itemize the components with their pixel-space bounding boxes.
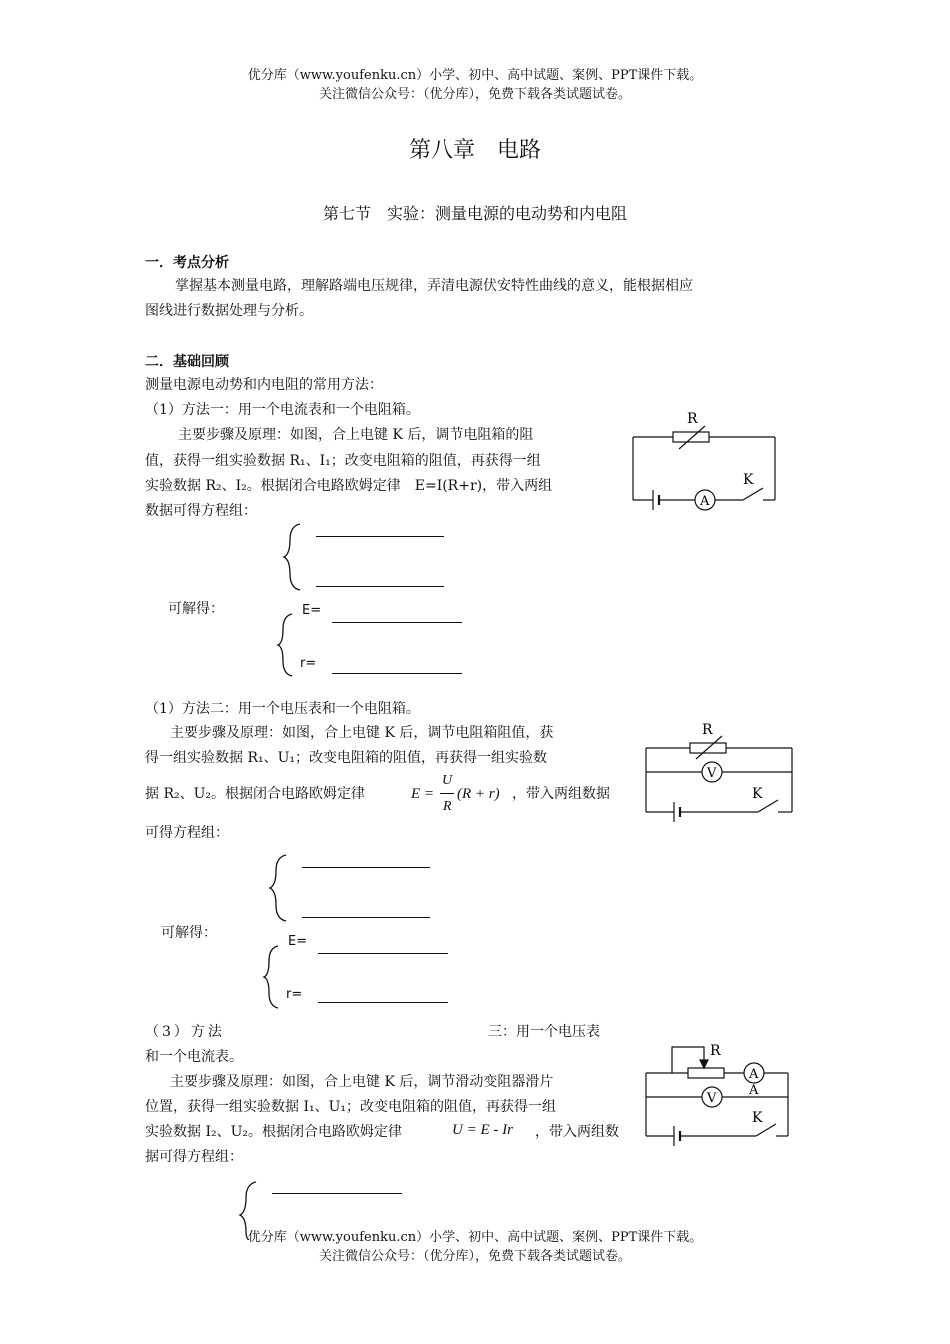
c3-meter2-label: V <box>707 1091 717 1106</box>
switch-icon <box>743 488 763 500</box>
part2-heading: 二．基础回顾 <box>145 354 229 370</box>
method3-title-b: 三：用一个电压表 <box>488 1024 600 1040</box>
method2-line1: 主要步骤及原理：如图，合上电键 K 后，调节电阻箱阻值，获 <box>170 725 554 741</box>
method3-formula: U = E - Ir <box>452 1122 513 1138</box>
method2-line3-a: 据 R₂、U₂。根据闭合电路欧姆定律 <box>145 786 366 802</box>
c3-K-label: K <box>752 1110 763 1126</box>
eq1-blank-1[interactable] <box>316 536 444 537</box>
method2-title: （1）方法二：用一个电压表和一个电阻箱。 <box>145 701 420 717</box>
brace-icon <box>268 853 298 923</box>
method3-line4: 据可得方程组： <box>145 1149 243 1165</box>
header-line-2: 关注微信公众号：（优分库），免费下载各类试题试卷。 <box>318 87 631 102</box>
method1-E-label: E= <box>302 603 322 618</box>
method1-line3: 实验数据 R₂、I₂。根据闭合电路欧姆定律 E=I(R+r)，带入两组 <box>145 478 553 494</box>
footer-line-2: 关注微信公众号：（优分库），免费下载各类试题试卷。 <box>318 1249 631 1264</box>
method3-line1: 主要步骤及原理：如图，合上电键 K 后，调节滑动变阻器滑片 <box>170 1074 554 1090</box>
method2-fraction-bar <box>440 793 454 794</box>
circuit-diagram-3 <box>640 1040 795 1150</box>
c1-R-label: R <box>687 411 698 427</box>
part1-text-line1: 掌握基本测量电路，理解路端电压规律，弄清电源伏安特性曲线的意义，能根据相应 <box>175 278 693 294</box>
method2-formula-E: E = <box>411 786 435 802</box>
circuit-diagram-2 <box>640 716 800 822</box>
method3-title-line2: 和一个电流表。 <box>145 1049 243 1065</box>
method1-r-label: r= <box>300 656 317 671</box>
method2-formula-rest: (R + r) <box>457 786 500 802</box>
method2-formula-num: U <box>442 773 453 788</box>
brace-icon <box>262 944 284 1010</box>
method2-r-blank[interactable] <box>318 1002 448 1003</box>
c3-R-label: R <box>710 1043 721 1059</box>
method3-line2: 位置，获得一组实验数据 I₁、U₁；改变电阻箱的阻值，再获得一组 <box>145 1099 557 1115</box>
c2-K-label: K <box>752 786 763 802</box>
method3-line3-a: 实验数据 I₂、U₂。根据闭合电路欧姆定律 <box>145 1124 403 1140</box>
method2-line2: 得一组实验数据 R₁、U₁；改变电阻箱的阻值，再获得一组实验数 <box>145 750 548 766</box>
header-line-1: 优分库（www.youfenku.cn）小学、初中、高中试题、案例、PPT课件下载。 <box>247 68 703 83</box>
c2-meter-label: V <box>707 766 717 781</box>
method1-line2: 值，获得一组实验数据 R₁、I₁；改变电阻箱的阻值，再获得一组 <box>145 453 541 469</box>
method2-line4: 可得方程组： <box>145 825 229 841</box>
c3-extra-label: A <box>749 1083 759 1098</box>
method1-solve-label: 可解得： <box>168 601 224 617</box>
method2-line3-b: ，带入两组数据 <box>512 786 610 802</box>
method2-r-label: r= <box>286 987 303 1002</box>
eq2-blank-2[interactable] <box>302 917 430 918</box>
part1-heading: 一．考点分析 <box>145 255 229 271</box>
method1-line1: 主要步骤及原理：如图，合上电键 K 后，调节电阻箱的阻 <box>178 427 534 443</box>
c3-meter1-label: A <box>749 1067 759 1082</box>
eq3-blank-1[interactable] <box>272 1193 402 1194</box>
method2-E-blank[interactable] <box>318 953 448 954</box>
method2-E-label: E= <box>288 934 308 949</box>
method2-formula-den: R <box>443 799 452 814</box>
footer-line-1: 优分库（www.youfenku.cn）小学、初中、高中试题、案例、PPT课件下载。 <box>247 1230 703 1245</box>
c1-meter-label: A <box>700 494 710 509</box>
method1-E-blank[interactable] <box>332 622 462 623</box>
variable-arrow-icon <box>696 736 722 759</box>
c1-K-label: K <box>743 472 754 488</box>
eq2-blank-1[interactable] <box>302 867 430 868</box>
brace-icon <box>282 522 312 592</box>
method1-line4: 数据可得方程组： <box>145 503 257 519</box>
eq1-blank-2[interactable] <box>316 586 444 587</box>
part1-text-line2: 图线进行数据处理与分析。 <box>145 303 313 319</box>
method2-solve-label: 可解得： <box>161 925 217 941</box>
c2-R-label: R <box>702 722 713 738</box>
slider-arrow-icon <box>700 1060 708 1068</box>
brace-icon <box>276 612 298 678</box>
rheostat-icon <box>688 1068 724 1078</box>
section-title: 第七节 实验：测量电源的电动势和内电阻 <box>322 204 627 223</box>
method1-r-blank[interactable] <box>332 673 462 674</box>
chapter-title: 第八章 电路 <box>408 138 541 163</box>
method3-line3-b: ，带入两组数 <box>535 1124 619 1140</box>
method1-title: （1）方法一：用一个电流表和一个电阻箱。 <box>145 402 420 418</box>
resistor-box-icon <box>673 432 709 442</box>
circuit-diagram-1 <box>625 404 785 514</box>
part2-intro: 测量电源电动势和内电阻的常用方法： <box>145 377 383 393</box>
method3-title-a: （3）方法 <box>145 1024 225 1040</box>
variable-arrow-icon <box>679 426 705 449</box>
